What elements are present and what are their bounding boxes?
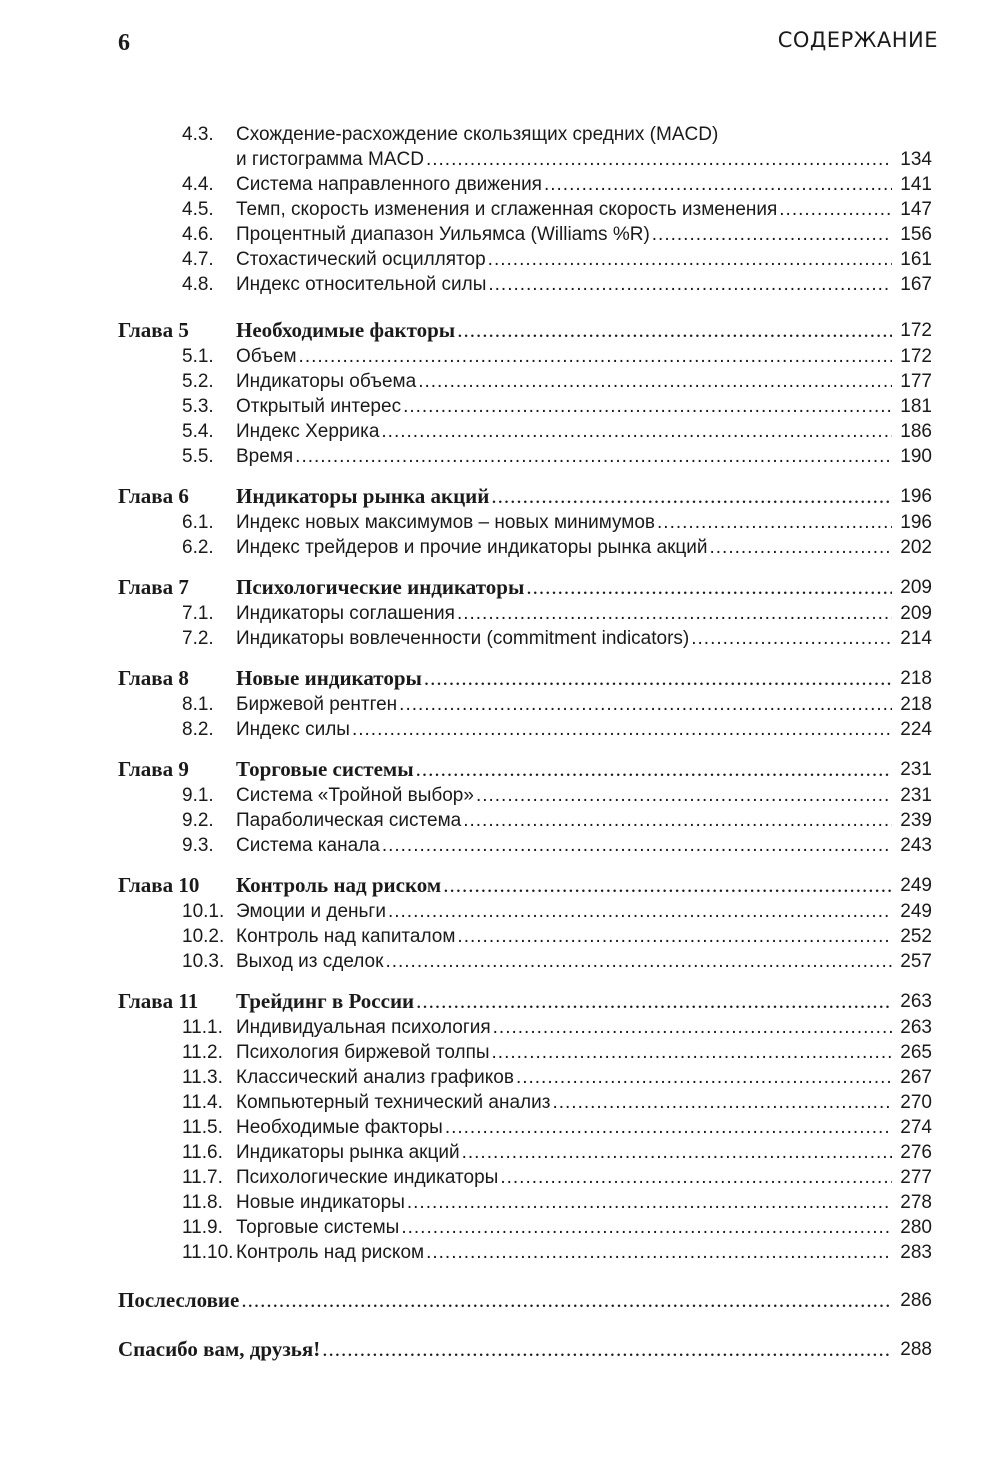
toc-chapter-title: Трейдинг в России (236, 989, 415, 1013)
toc-chapter[interactable] (118, 483, 932, 510)
toc-entry[interactable] (118, 1040, 932, 1065)
toc-entry-number: 4.5. (182, 199, 214, 220)
toc-entry-page: 224 (900, 719, 932, 740)
dot-leader (426, 147, 892, 172)
toc-entry[interactable] (118, 1015, 932, 1040)
dot-leader (295, 444, 892, 469)
toc-chapter-page: 218 (900, 668, 932, 689)
toc-entry-title: Объем (236, 346, 297, 367)
toc-entry-number: 5.5. (182, 446, 214, 467)
toc-entry-number: 11.4. (182, 1092, 223, 1113)
dot-leader (443, 872, 892, 899)
toc-entry-number: 11.10. (182, 1242, 234, 1263)
dot-leader (426, 1240, 892, 1265)
toc-entry[interactable] (118, 1190, 932, 1215)
toc-entry-number: 9.1. (182, 785, 214, 806)
toc-entry-page: 265 (900, 1042, 932, 1063)
toc-entry[interactable] (118, 833, 932, 858)
toc-entry[interactable] (118, 601, 932, 626)
toc-entry-continuation[interactable] (118, 147, 932, 172)
toc-entry[interactable] (118, 783, 932, 808)
dot-leader (399, 692, 892, 717)
dot-leader (424, 665, 892, 692)
toc-entry-title: Индикаторы вовлеченности (commitment indicators) (236, 628, 690, 649)
toc-entry-title: Контроль над риском (236, 1242, 425, 1263)
dot-leader (462, 1140, 892, 1165)
toc-entry-number: 5.4. (182, 421, 214, 442)
toc-entry-title: Индикаторы рынка акций (236, 1142, 460, 1163)
toc-entry-title: Психологические индикаторы (236, 1167, 499, 1188)
toc-entry-page: 177 (900, 371, 932, 392)
toc-entry-number: 5.3. (182, 396, 214, 417)
toc-entry-number: 11.5. (182, 1117, 223, 1138)
toc-entry-page: 280 (900, 1217, 932, 1238)
toc-entry-page: 249 (900, 901, 932, 922)
dot-leader (710, 535, 893, 560)
toc-section[interactable] (118, 1336, 932, 1363)
toc-entry-title: Биржевой рентген (236, 694, 398, 715)
toc-entry-title: Схождение-расхождение скользящих средних (MACD) (236, 124, 719, 145)
toc-entry-number: 4.7. (182, 249, 214, 270)
toc-entry[interactable] (118, 122, 932, 147)
toc-entry-number: 7.2. (182, 628, 214, 649)
toc-chapter-number: Глава 8 (118, 666, 189, 690)
toc-chapter[interactable] (118, 872, 932, 899)
toc-entry-page: 257 (900, 951, 932, 972)
toc-entry-page: 167 (900, 274, 932, 295)
toc-entry-number: 8.2. (182, 719, 214, 740)
dot-leader (403, 394, 892, 419)
toc-chapter[interactable] (118, 574, 932, 601)
dot-leader (381, 419, 892, 444)
toc-entry-page: 252 (900, 926, 932, 947)
toc-entry-title: Время (236, 446, 294, 467)
toc-section-title: Спасибо вам, друзья! (118, 1337, 321, 1361)
toc-entry[interactable] (118, 510, 932, 535)
toc-entry[interactable] (118, 808, 932, 833)
toc-entry[interactable] (118, 949, 932, 974)
toc-entry-title: Классический анализ графиков (236, 1067, 514, 1088)
toc-entry[interactable] (118, 1240, 932, 1265)
toc-section-page: 288 (900, 1339, 932, 1360)
dot-leader (526, 574, 892, 601)
running-head: СОДЕРЖАНИЕ (777, 28, 938, 52)
toc-entry-page: 172 (900, 346, 932, 367)
toc-entry-number: 11.9. (182, 1217, 223, 1238)
toc-chapter-page: 209 (900, 577, 932, 598)
toc-entry[interactable] (118, 197, 932, 222)
toc-entry-number: 11.8. (182, 1192, 223, 1213)
dot-leader (382, 833, 892, 858)
dot-leader (299, 344, 892, 369)
toc-entry-number: 11.6. (182, 1142, 223, 1163)
toc-entry-title: Торговые системы (236, 1217, 400, 1238)
toc-entry-page: 276 (900, 1142, 932, 1163)
toc-entry-number: 6.1. (182, 512, 214, 533)
toc-entry-number: 9.2. (182, 810, 214, 831)
toc-chapter-number: Глава 7 (118, 575, 189, 599)
toc-entry-page: 190 (900, 446, 932, 467)
toc-entry-title: Индикаторы соглашения (236, 603, 455, 624)
toc-entry-page: 267 (900, 1067, 932, 1088)
page-number: 6 (118, 30, 130, 56)
dot-leader (322, 1336, 892, 1363)
dot-leader (779, 197, 892, 222)
toc-entry[interactable] (118, 344, 932, 369)
dot-leader (491, 483, 892, 510)
toc-chapter-number: Глава 5 (118, 318, 189, 342)
toc-chapter-number: Глава 9 (118, 757, 189, 781)
toc-entry-title: Индекс трейдеров и прочие индикаторы рынка акций (236, 537, 708, 558)
toc-chapter-title: Новые индикаторы (236, 666, 422, 690)
toc-entry[interactable] (118, 692, 932, 717)
toc-chapter[interactable] (118, 756, 932, 783)
toc-chapter-title: Торговые системы (236, 757, 414, 781)
toc-entry-page: 283 (900, 1242, 932, 1263)
dot-leader (416, 756, 892, 783)
toc-entry-page: 156 (900, 224, 932, 245)
toc-entry-title-continuation: и гистограмма MACD (236, 149, 424, 170)
dot-leader (401, 1215, 892, 1240)
toc-chapter-title: Психологические индикаторы (236, 575, 525, 599)
toc-entry[interactable] (118, 394, 932, 419)
toc-chapter-page: 263 (900, 991, 932, 1012)
toc-chapter-title: Необходимые факторы (236, 318, 456, 342)
dot-leader (657, 510, 892, 535)
toc-entry[interactable] (118, 222, 932, 247)
toc-chapter[interactable] (118, 317, 932, 344)
toc-chapter-page: 196 (900, 486, 932, 507)
dot-leader (457, 601, 892, 626)
toc-entry[interactable] (118, 369, 932, 394)
toc-entry[interactable] (118, 1140, 932, 1165)
toc-entry-number: 10.2. (182, 926, 225, 947)
dot-leader (388, 899, 892, 924)
toc-entry-title: Эмоции и деньги (236, 901, 386, 922)
toc-entry-title: Стохастический осциллятор (236, 249, 486, 270)
toc-entry[interactable] (118, 717, 932, 742)
toc-entry-title: Компьютерный технический анализ (236, 1092, 551, 1113)
toc-chapter-title: Контроль над риском (236, 873, 442, 897)
toc-entry-page: 134 (900, 149, 932, 170)
toc-chapter-number: Глава 6 (118, 484, 189, 508)
toc-entry[interactable] (118, 1115, 932, 1140)
toc-entry-title: Система «Тройной выбор» (236, 785, 474, 806)
toc-entry[interactable] (118, 1090, 932, 1115)
dot-leader (407, 1190, 892, 1215)
toc-entry-page: 161 (900, 249, 932, 270)
toc-entry[interactable] (118, 1215, 932, 1240)
dot-leader (488, 247, 892, 272)
toc-entry-page: 277 (900, 1167, 932, 1188)
dot-leader (493, 1015, 892, 1040)
toc-entry-page: 218 (900, 694, 932, 715)
toc-entry-number: 4.4. (182, 174, 214, 195)
toc-section-page: 286 (900, 1290, 932, 1311)
toc-entry-title: Выход из сделок (236, 951, 384, 972)
toc-entry-page: 209 (900, 603, 932, 624)
toc-entry-title: Психология биржевой толпы (236, 1042, 490, 1063)
toc-chapter-number: Глава 10 (118, 873, 200, 897)
dot-leader (463, 808, 892, 833)
toc-entry-page: 214 (900, 628, 932, 649)
toc-entry-number: 5.2. (182, 371, 214, 392)
dot-leader (544, 172, 892, 197)
toc-section[interactable] (118, 1287, 932, 1314)
dot-leader (492, 1040, 892, 1065)
dot-leader (691, 626, 892, 651)
toc-chapter-page: 231 (900, 759, 932, 780)
toc-entry-page: 278 (900, 1192, 932, 1213)
toc-entry-page: 202 (900, 537, 932, 558)
toc-entry-title: Индекс относительной силы (236, 274, 487, 295)
toc-entry-title: Открытый интерес (236, 396, 402, 417)
toc-entry[interactable] (118, 899, 932, 924)
toc-entry-title: Индекс силы (236, 719, 350, 740)
toc-entry-page: 270 (900, 1092, 932, 1113)
toc-entry-title: Новые индикаторы (236, 1192, 405, 1213)
toc-entry[interactable] (118, 924, 932, 949)
toc-chapter-page: 172 (900, 320, 932, 341)
toc-entry-page: 274 (900, 1117, 932, 1138)
dot-leader (352, 717, 892, 742)
toc-entry-number: 11.1. (182, 1017, 223, 1038)
toc-entry-title: Система канала (236, 835, 380, 856)
toc-entry-page: 147 (900, 199, 932, 220)
toc-chapter-title: Индикаторы рынка акций (236, 484, 490, 508)
toc-entry[interactable] (118, 626, 932, 651)
toc-entry[interactable] (118, 1065, 932, 1090)
dot-leader (457, 924, 892, 949)
dot-leader (552, 1090, 892, 1115)
toc-chapter-number: Глава 11 (118, 989, 199, 1013)
toc-entry-title: Индекс новых максимумов – новых минимумов (236, 512, 656, 533)
toc-entry-number: 10.3. (182, 951, 225, 972)
toc-entry-page: 196 (900, 512, 932, 533)
toc-entry[interactable] (118, 272, 932, 297)
toc-entry[interactable] (118, 1165, 932, 1190)
toc-chapter[interactable] (118, 665, 932, 692)
toc-chapter[interactable] (118, 988, 932, 1015)
toc-entry-number: 6.2. (182, 537, 214, 558)
toc-entry[interactable] (118, 172, 932, 197)
dot-leader (416, 988, 892, 1015)
toc-entry-title: Необходимые факторы (236, 1117, 443, 1138)
toc-entry-number: 11.3. (182, 1067, 223, 1088)
dot-leader (488, 272, 892, 297)
dot-leader (385, 949, 892, 974)
toc-entry-number: 10.1. (182, 901, 225, 922)
toc-entry-page: 263 (900, 1017, 932, 1038)
toc-entry-title: Индивидуальная психология (236, 1017, 491, 1038)
toc-entry-number: 11.2. (182, 1042, 223, 1063)
toc-entry-number: 4.8. (182, 274, 214, 295)
toc-entry-title: Система направленного движения (236, 174, 542, 195)
toc-entry-number: 7.1. (182, 603, 214, 624)
table-of-contents (118, 122, 932, 1363)
toc-entry-page: 181 (900, 396, 932, 417)
toc-entry-page: 141 (900, 174, 932, 195)
dot-leader (500, 1165, 892, 1190)
toc-entry-page: 243 (900, 835, 932, 856)
toc-entry[interactable] (118, 247, 932, 272)
toc-entry[interactable] (118, 535, 932, 560)
toc-entry-title: Индикаторы объема (236, 371, 417, 392)
toc-entry-number: 11.7. (182, 1167, 223, 1188)
dot-leader (241, 1287, 892, 1314)
toc-entry-title: Контроль над капиталом (236, 926, 456, 947)
dot-leader (457, 317, 892, 344)
toc-entry[interactable] (118, 444, 932, 469)
dot-leader (418, 369, 892, 394)
toc-entry-title: Процентный диапазон Уильямса (Williams %R) (236, 224, 650, 245)
toc-entry-number: 5.1. (182, 346, 214, 367)
toc-chapter-page: 249 (900, 875, 932, 896)
dot-leader (516, 1065, 892, 1090)
toc-entry-number: 4.3. (182, 124, 214, 145)
toc-entry-title: Темп, скорость изменения и сглаженная скорость изменения (236, 199, 778, 220)
dot-leader (652, 222, 892, 247)
toc-entry-title: Индекс Херрика (236, 421, 380, 442)
toc-entry-number: 4.6. (182, 224, 214, 245)
toc-entry-page: 239 (900, 810, 932, 831)
dot-leader (445, 1115, 892, 1140)
toc-entry-page: 186 (900, 421, 932, 442)
toc-entry-number: 9.3. (182, 835, 214, 856)
toc-entry-number: 8.1. (182, 694, 214, 715)
toc-entry-title: Параболическая система (236, 810, 462, 831)
dot-leader (476, 783, 892, 808)
toc-entry[interactable] (118, 419, 932, 444)
toc-section-title: Послесловие (118, 1288, 240, 1312)
toc-entry-page: 231 (900, 785, 932, 806)
